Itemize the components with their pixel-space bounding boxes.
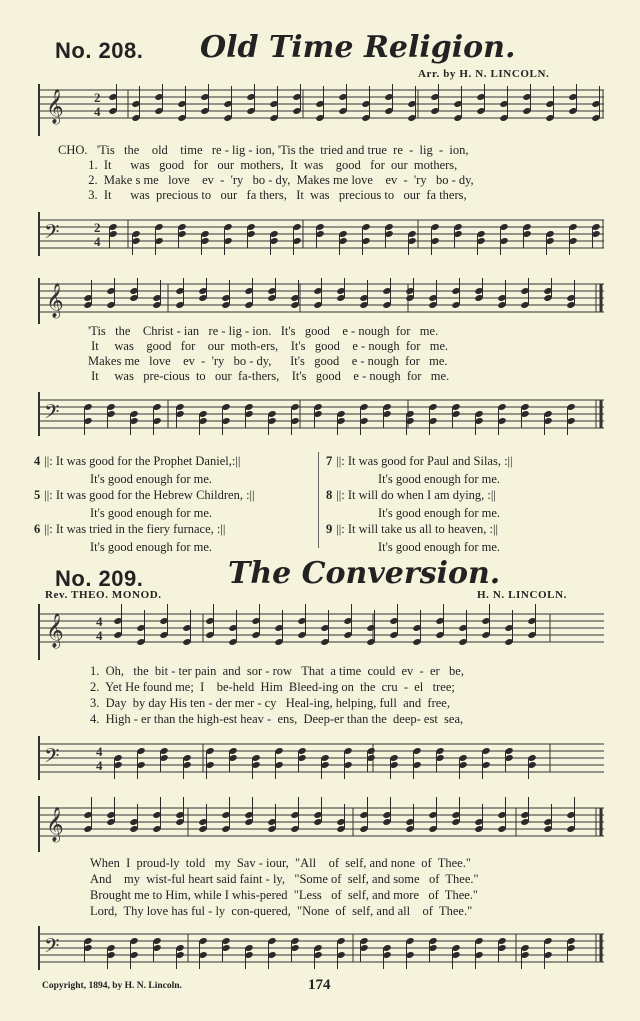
hymn-208-title: Old Time Religion.: [200, 30, 516, 65]
svg-text:4: 4: [94, 234, 101, 249]
svg-text:4: 4: [96, 628, 103, 643]
hymn-208-treble-staff-2: [38, 278, 604, 324]
verse-number: 5: [34, 488, 41, 502]
hymn-208-number: No. 208.: [55, 38, 144, 63]
hymn-209-treble-staff-2: [38, 796, 604, 852]
hymn-208-lyric-bottom-4: It was pre-cious to our fa-thers, It's good e - nough for me.: [88, 369, 450, 383]
verse-line: ||: It will take us all to heaven, :||: [336, 522, 498, 536]
svg-text:4: 4: [96, 744, 103, 759]
hymn-209-lyric-bottom-3: Brought me to Him, while I whis-pered "Less of self, and more of Thee.": [90, 888, 479, 902]
hymn-209-lyric-v3: 3. Day by day His ten - der mer - cy Heal-ing, helping, full and free,: [90, 696, 450, 710]
hymn-208-lyric-bottom-1: 'Tis the Christ - ian re - lig - ion. It's good e - nough for me.: [88, 324, 439, 338]
verse-number: 7: [326, 454, 333, 468]
hymn-208-lyric-v2: 2. Make s me love ev - 'ry bo - dy, Makes me love ev - 'ry bo - dy,: [82, 173, 474, 187]
hymn-209-number: No. 209.: [55, 566, 144, 591]
svg-text:𝄞: 𝄞: [46, 808, 64, 841]
hymn-209-lyric-bottom-1: When I proud-ly told my Sav - iour, "All of self, and none of Thee.": [90, 856, 471, 870]
svg-text:𝄞: 𝄞: [46, 90, 64, 123]
hymn-209-author: Rev. THEO. MONOD.: [45, 589, 162, 601]
hymn-209-lyric-v4: 4. High - er than the high-est heav - ens, Deep-er than the deep- est sea,: [90, 712, 464, 726]
svg-text:𝄞: 𝄞: [46, 284, 64, 317]
svg-text:𝄢: 𝄢: [44, 222, 60, 248]
verse-refrain: It's good enough for me.: [90, 540, 213, 554]
hymn-209-bass-staff-1: [38, 736, 604, 780]
verse-line: ||: It was good for Paul and Silas, :||: [336, 454, 513, 468]
hymn-208-treble-staff-1: [38, 84, 604, 136]
verse-number: 4: [34, 454, 41, 468]
copyright-notice: Copyright, 1894, by H. N. Lincoln.: [42, 981, 182, 991]
hymn-208-lyric-bottom-3: Makes me love ev - 'ry bo - dy, It's good e - nough for me.: [88, 354, 448, 368]
verse-line: ||: It was tried in the fiery furnace, :||: [44, 522, 226, 536]
hymn-209-lyric-bottom-2: And my wist-ful heart said faint - ly, "Some of self, and some of Thee.": [90, 872, 479, 886]
svg-text:4: 4: [96, 758, 103, 773]
hymn-208-bass-staff-2: [38, 392, 604, 442]
svg-text:4: 4: [94, 104, 101, 119]
verse-refrain: It's good enough for me.: [378, 506, 501, 520]
hymn-209-treble-staff-1: [38, 604, 604, 660]
svg-text:𝄞: 𝄞: [46, 614, 64, 647]
hymn-208-lyric-v3: 3. It was precious to our fa thers, It was precious to our fa thers,: [82, 188, 467, 202]
hymn-208-lyric-bottom-2: It was good for our moth-ers, It's good e - nough for me.: [88, 339, 449, 353]
hymn-208-lyric-v1: 1. It was good for our mothers, It was good for our mothers,: [82, 158, 458, 172]
svg-text:𝄢: 𝄢: [44, 746, 60, 772]
svg-text:4: 4: [96, 614, 103, 629]
hymn-208-bass-staff-1: [38, 212, 604, 264]
hymn-208-lyric-cho: CHO. 'Tis the old time re - lig - ion, 'Tis the tried and true re - lig - ion,: [58, 143, 469, 157]
hymn-209-lyric-v1: 1. Oh, the bit - ter pain and sor - row That a time could ev - er be,: [90, 664, 464, 678]
hymn-208-verse-divider: [318, 452, 320, 548]
verse-line: ||: It was good for the Hebrew Children, :||: [44, 488, 255, 502]
verse-refrain: It's good enough for me.: [378, 472, 501, 486]
hymn-209-title: The Conversion.: [228, 556, 501, 591]
page-number: 174: [308, 977, 331, 993]
hymn-208-extra-verses-left: [34, 452, 324, 554]
svg-text:2: 2: [94, 220, 101, 235]
hymn-209-bass-staff-2: [38, 926, 604, 974]
verse-refrain: It's good enough for me.: [378, 540, 501, 554]
hymn-209-composer: H. N. LINCOLN.: [477, 589, 567, 601]
verse-line: ||: It was good for the Prophet Daniel,:||: [44, 454, 241, 468]
verse-refrain: It's good enough for me.: [90, 472, 213, 486]
verse-number: 6: [34, 522, 41, 536]
svg-text:𝄢: 𝄢: [44, 936, 60, 962]
svg-text:2: 2: [94, 90, 101, 105]
hymn-208-arranger: Arr. by H. N. LINCOLN.: [418, 68, 550, 80]
hymn-209-lyric-bottom-4: Lord, Thy love has ful - ly con-quered, "None of self, and all of Thee.": [90, 904, 473, 918]
svg-text:𝄢: 𝄢: [44, 402, 60, 428]
hymn-209-lyric-v2: 2. Yet He found me; I be-held Him Bleed-ing on the cru - el tree;: [90, 680, 455, 694]
verse-number: 8: [326, 488, 333, 502]
hymn-208-extra-verses-right: [326, 452, 596, 554]
verse-line: ||: It will do when I am dying, :||: [336, 488, 496, 502]
verse-refrain: It's good enough for me.: [90, 506, 213, 520]
verse-number: 9: [326, 522, 333, 536]
